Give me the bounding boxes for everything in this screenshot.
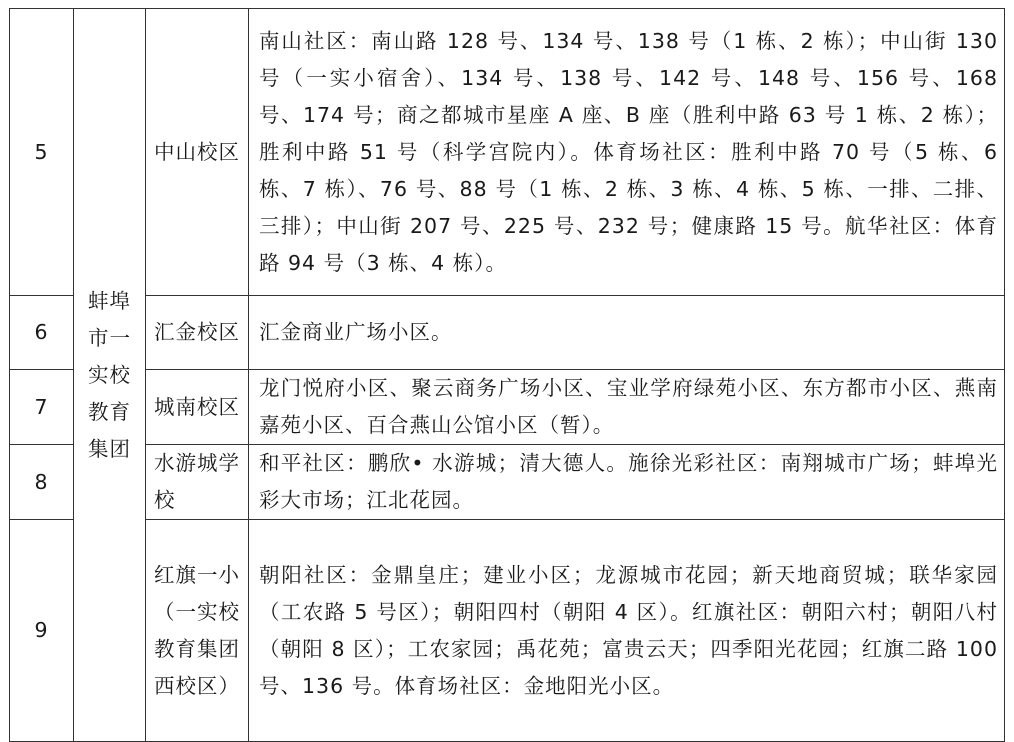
campus-name: 汇金校区 <box>146 296 249 370</box>
table-row <box>10 370 1005 445</box>
campus-name: 城南校区 <box>146 370 249 445</box>
row-number: 8 <box>10 445 74 520</box>
campus-name: 红旗一小（一实校教育集团西校区） <box>146 520 249 742</box>
school-group-name: 蚌埠市一实校教育集团 <box>74 9 146 742</box>
zoning-area: 南山社区：南山路 128 号、134 号、138 号（1 栋、2 栋）；中山街 130 号（一实小宿舍）、134 号、138 号、142 号、148 号、156 号、168 号、174 号；商之都城市星座 A 座、B 座（胜利中路 63 号 1 栋、2 栋）；胜利中路 51 号（科学宫院内）。体育场社区：胜利中路 70 号（5 栋、6 栋、7 栋）、76 号、88 号（1 栋、2 栋、3 栋、4 栋、5 栋、一排、二排、三排）；中山街 207 号、225 号、232 号；健康路 15 号。航华社区：体育路 94 号（3 栋、4 栋）。 <box>249 9 1005 296</box>
zoning-area: 汇金商业广场小区。 <box>249 296 1005 370</box>
row-number: 9 <box>10 520 74 742</box>
campus-name: 水游城学校 <box>146 445 249 520</box>
table-row <box>10 9 1005 296</box>
zoning-area: 和平社区：鹏欣• 水游城；清大德人。施徐光彩社区：南翔城市广场；蚌埠光彩大市场；江北花园。 <box>249 445 1005 520</box>
school-zoning-table <box>9 8 1005 742</box>
table-row <box>10 445 1005 520</box>
zoning-area: 朝阳社区：金鼎皇庄；建业小区；龙源城市花园；新天地商贸城；联华家园（工农路 5 号区）；朝阳四村（朝阳 4 区）。红旗社区：朝阳六村；朝阳八村（朝阳 8 区）；工农家园；禹花苑；富贵云天；四季阳光花园；红旗二路 100 号、136 号。体育场社区：金地阳光小区。 <box>249 520 1005 742</box>
row-number: 5 <box>10 9 74 296</box>
row-number: 6 <box>10 296 74 370</box>
table-row <box>10 296 1005 370</box>
campus-name: 中山校区 <box>146 9 249 296</box>
table-row <box>10 520 1005 742</box>
zoning-area: 龙门悦府小区、聚云商务广场小区、宝业学府绿苑小区、东方都市小区、燕南嘉苑小区、百合燕山公馆小区（暂）。 <box>249 370 1005 445</box>
row-number: 7 <box>10 370 74 445</box>
